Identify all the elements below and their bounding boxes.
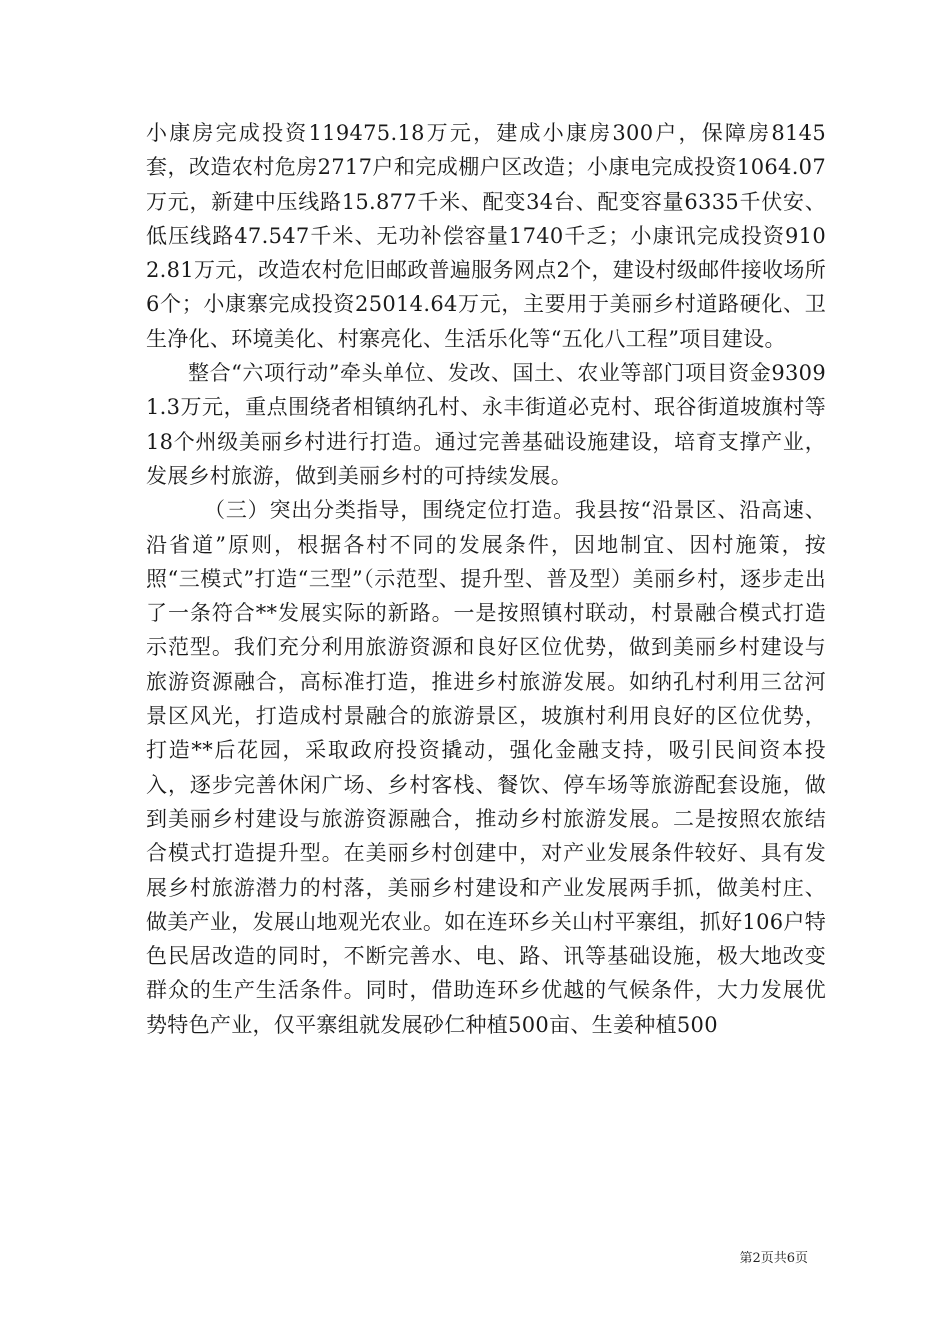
paragraph-classified-guidance: （三）突出分类指导，围绕定位打造。我县按“沿景区、沿高速、沿省道”原则，根据各村不同的发展条件，因地制宜、因村施策，按照“三模式”打造“三型”（示范型、提升型、普及型）美丽乡村，逐步走出了一条符合**发展实际的新路。一是按照镇村联动，村景融合模式打造示范型。我们充分利用旅游资源和良好区位优势，做到美丽乡村建设与旅游资源融合，高标准打造，推进乡村旅游发展。如纳孔村利用三岔河景区风光，打造成村景融合的旅游景区，坡旗村利用良好的区位优势，打造**后花园，采取政府投资撬动，强化金融支持，吸引民间资本投入，逐步完善休闲广场、乡村客栈、餐饮、停车场等旅游配套设施，做到美丽乡村建设与旅游资源融合，推动乡村旅游发展。二是按照农旅结合模式打造提升型。在美丽乡村创建中，对产业发展条件较好、具有发展乡村旅游潜力的村落，美丽乡村建设和产业发展两手抓，做美村庄、做美产业，发展山地观光农业。如在连环乡关山村平寨组，抓好106户特色民居改造的同时，不断完善水、电、路、讯等基础设施，极大地改变群众的生产生活条件。同时，借助连环乡优越的气候条件，大力发展优势特色产业，仅平寨组就发展砂仁种植500亩、生姜种植500 — [146, 498, 826, 1037]
document-body — [146, 116, 826, 1042]
paragraph-integrated-funding: 整合“六项行动”牵头单位、发改、国土、农业等部门项目资金93091.3万元，重点围绕者相镇纳孔村、永丰街道必克村、珉谷街道坡旗村等18个州级美丽乡村进行打造。通过完善基础设施建设，培育支撑产业，发展乡村旅游，做到美丽乡村的可持续发展。 — [146, 361, 826, 488]
paragraph-investment-summary: 小康房完成投资119475.18万元，建成小康房300户，保障房8145套，改造农村危房2717户和完成棚户区改造；小康电完成投资1064.07万元，新建中压线路15.877千米、配变34台、配变容量6335千伏安、低压线路47.547千米、无功补偿容量1740千乏；小康讯完成投资9102.81万元，改造农村危旧邮政普遍服务网点2个，建设村级邮件接收场所6个；小康寨完成投资25014.64万元，主要用于美丽乡村道路硬化、卫生净化、环境美化、村寨亮化、生活乐化等“五化八工程”项目建设。 — [146, 121, 826, 351]
page-number-footer: 第2页共6页 — [739, 1251, 808, 1266]
